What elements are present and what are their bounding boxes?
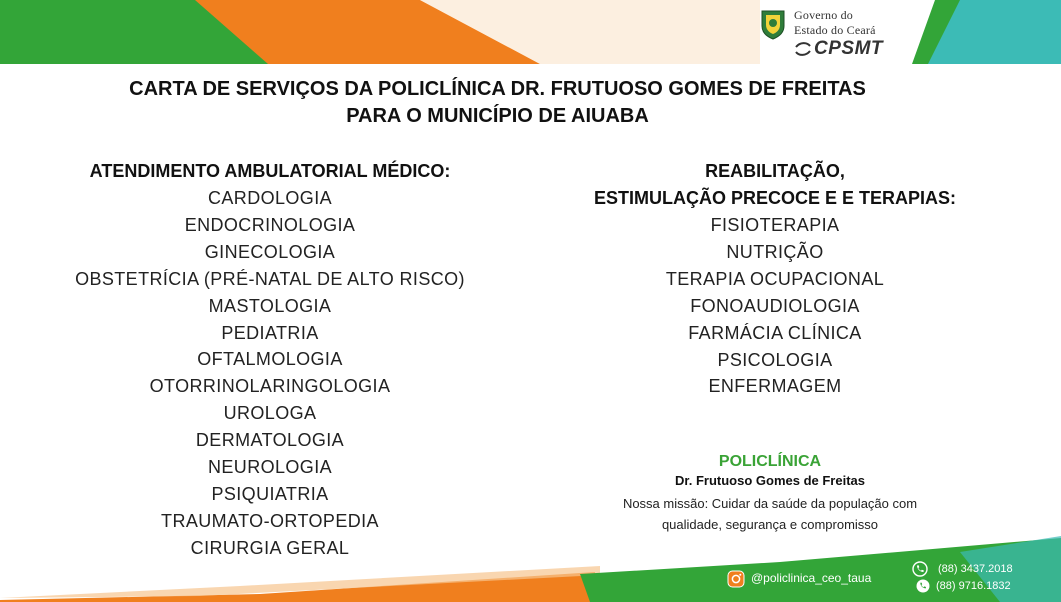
list-item: DERMATOLOGIA [195, 430, 345, 451]
logo-line-2: Estado do Ceará [794, 23, 876, 37]
rehabilitation-list [555, 212, 995, 400]
title-line-2: PARA O MUNICÍPIO DE AIUABA [346, 105, 649, 127]
list-item: MASTOLOGIA [208, 295, 332, 316]
list-item: FISIOTERAPIA [710, 215, 840, 235]
ambulatory-services-column [40, 158, 500, 562]
policlinica-name: POLICLÍNICA [718, 453, 822, 470]
list-item: TERAPIA OCUPACIONAL [665, 268, 885, 289]
list-item: FONOAUDIOLOGIA [690, 295, 860, 316]
rehabilitation-heading-line-1: REABILITAÇÃO, [705, 161, 845, 181]
instagram-handle-link[interactable]: @policlinica_ceo_taua [751, 571, 872, 585]
list-item: TRAUMATO-ORTOPEDIA [161, 510, 379, 531]
list-item: OTORRINOLARINGOLOGIA [149, 376, 391, 397]
list-item: CARDOLOGIA [207, 188, 333, 208]
whatsapp-icon [916, 579, 930, 593]
list-item: UROLOGA [223, 403, 317, 424]
government-logo [760, 4, 910, 62]
policlinica-subname: Dr. Frutuoso Gomes de Freitas [675, 473, 865, 488]
list-item: PSICOLOGIA [717, 349, 833, 370]
list-item: NUTRIÇÃO [726, 241, 824, 262]
list-item: CIRURGIA GERAL [190, 537, 350, 558]
list-item: GINECOLOGIA [204, 241, 336, 262]
mission-line-2: qualidade, segurança e compromisso [661, 517, 879, 532]
phone-icon [912, 561, 928, 577]
policlinica-info [570, 452, 970, 535]
phone-number-2: (88) 9716.1832 [936, 580, 1011, 592]
phone-number-1: (88) 3437.2018 [938, 563, 1013, 575]
logo-agency-name: CPSMT [814, 38, 883, 59]
page-title [0, 76, 995, 130]
mission-line-1: Nossa missão: Cuidar da saúde da população com [622, 496, 918, 511]
list-item: OBSTETRÍCIA (PRÉ-NATAL DE ALTO RISCO) [75, 268, 465, 289]
list-item: PEDIATRIA [221, 322, 319, 343]
list-item: ENDOCRINOLOGIA [184, 214, 356, 235]
title-line-1: CARTA DE SERVIÇOS DA POLICLÍNICA DR. FRUTUOSO GOMES DE FREITAS [129, 78, 866, 100]
list-item: OFTALMOLOGIA [197, 349, 343, 370]
state-coat-of-arms-icon [760, 8, 786, 40]
cpsmt-swirl-icon [794, 41, 812, 57]
list-item: NEUROLOGIA [207, 457, 333, 478]
ambulatory-list [40, 185, 500, 562]
list-item: FARMÁCIA CLÍNICA [688, 322, 862, 343]
rehabilitation-services-column [555, 158, 995, 400]
list-item: PSIQUIATRIA [211, 483, 329, 504]
logo-line-1: Governo do [794, 8, 853, 22]
ambulatory-heading: ATENDIMENTO AMBULATORIAL MÉDICO: [89, 161, 451, 181]
mission-statement [570, 493, 970, 535]
instagram-icon [727, 570, 745, 588]
list-item: ENFERMAGEM [708, 376, 842, 397]
rehabilitation-heading-line-2: ESTIMULAÇÃO PRECOCE E E TERAPIAS: [593, 188, 957, 208]
